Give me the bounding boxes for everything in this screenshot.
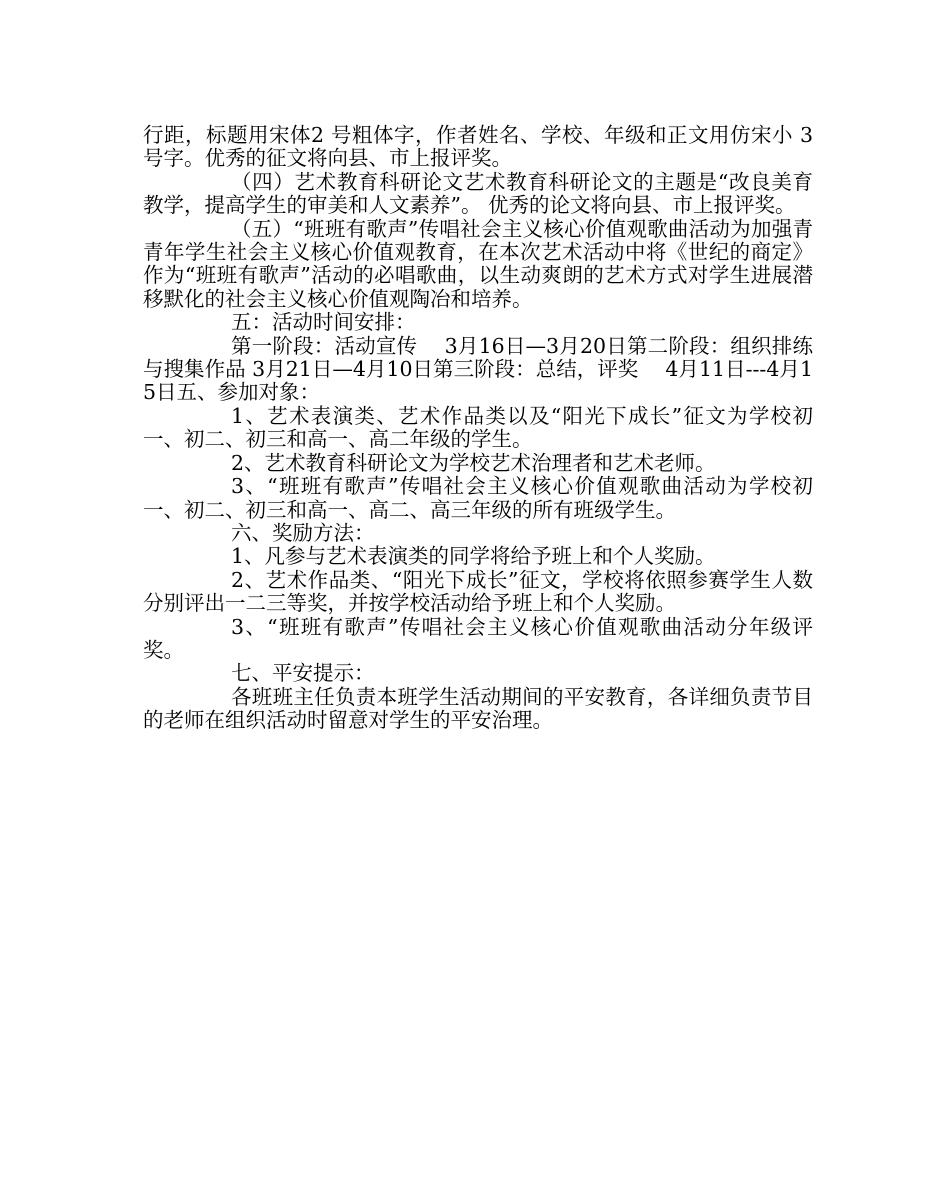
document-body — [143, 124, 813, 733]
list-item: 2、艺术教育科研论文为学校艺术治理者和艺术老师。 — [231, 450, 716, 475]
paragraph: （四）艺术教育科研论文艺术教育科研论文的主题是“改良美育教学，提高学生的审美和人文素养”。 优秀的论文将向县、市上报评奖。 — [143, 169, 813, 218]
list-item: 1、凡参与艺术表演类的同学将给予班上和个人奖励。 — [231, 544, 716, 569]
paragraph: 第一阶段：活动宣传 3月16日—3月20日第二阶段：组织排练与搜集作品 3月21日—4月10日第三阶段：总结，评奖 4月11日---4月15日五、参加对象： — [143, 333, 813, 405]
list-item: 3、“班班有歌声”传唱社会主义核心价值观歌曲活动分年级评奖。 — [143, 614, 813, 662]
section-heading: 六、奖励方法： — [231, 520, 375, 545]
paragraph: 行距，标题用宋体2 号粗体字，作者姓名、学校、年级和正文用仿宋小 3 号字。优秀的征文将向县、市上报评奖。 — [143, 123, 813, 171]
list-item: 1、艺术表演类、艺术作品类以及“阳光下成长”征文为学校初一、初二、初三和高一、高二年级的学生。 — [143, 403, 813, 452]
list-item: 3、“班班有歌声”传唱社会主义核心价值观歌曲活动为学校初一、初二、初三和高一、高二、高三年级的所有班级学生。 — [143, 474, 813, 522]
section-heading: 七、平安提示： — [231, 661, 375, 686]
section-heading: 五：活动时间安排： — [231, 310, 416, 335]
list-item: 2、艺术作品类、“阳光下成长”征文，学校将依照参赛学生人数分别评出一二三等奖，并按学校活动给予班上和个人奖励。 — [143, 567, 813, 616]
paragraph: （五）“班班有歌声”传唱社会主义核心价值观歌曲活动为加强青青年学生社会主义核心价值观教育，在本次艺术活动中将《世纪的商定》作为“班班有歌声”活动的必唱歌曲，以生动爽朗的艺术方式对学生进展潜移默化的社会主义核心价值观陶冶和培养。 — [143, 216, 813, 311]
paragraph: 各班班主任负责本班学生活动期间的平安教育，各详细负责节目的老师在组织活动时留意对学生的平安治理。 — [143, 684, 813, 733]
